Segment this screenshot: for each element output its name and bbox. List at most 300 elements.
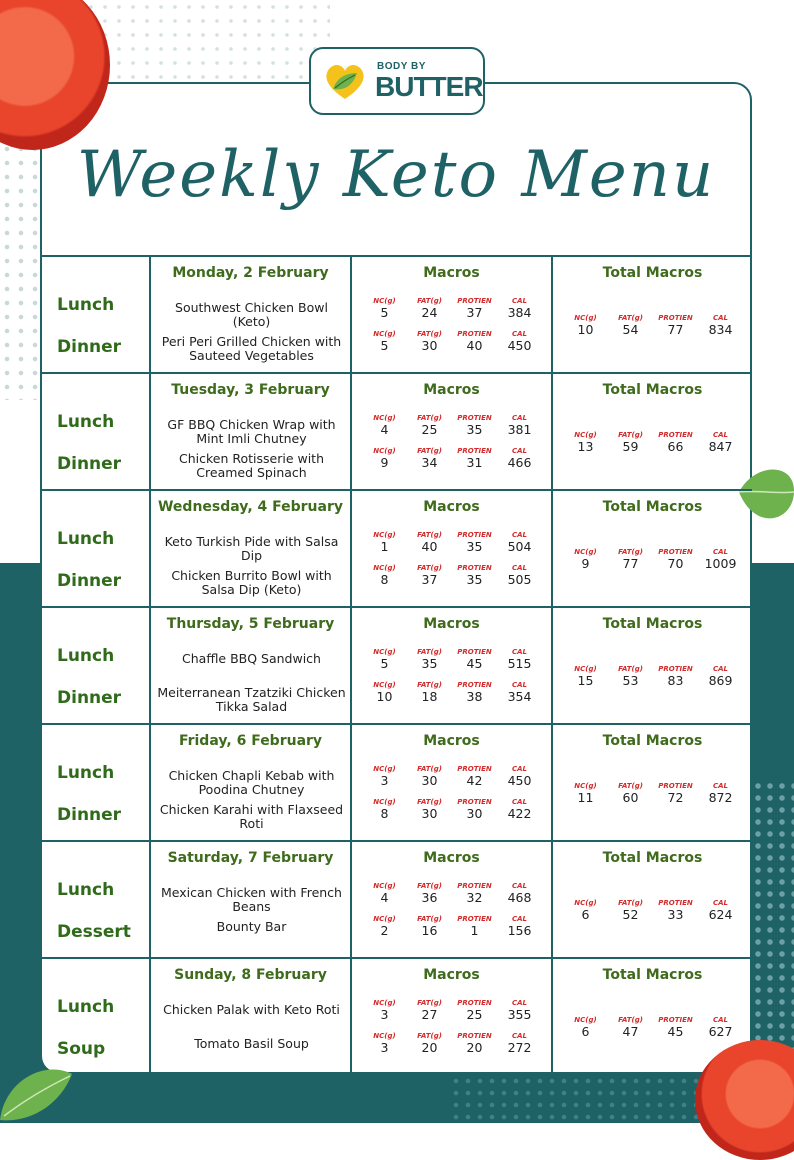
macro-label: NC(g) bbox=[373, 882, 396, 890]
meal-type-label: Dinner bbox=[57, 571, 122, 591]
macro-value: 20 bbox=[421, 1040, 438, 1055]
meal-type-label: Lunch bbox=[57, 763, 115, 783]
macro-item bbox=[362, 681, 407, 704]
macro-label: CAL bbox=[511, 648, 527, 656]
macro-item bbox=[407, 999, 452, 1022]
macro-item bbox=[563, 782, 608, 805]
dish-cell bbox=[151, 491, 352, 606]
macro-value: 59 bbox=[622, 439, 639, 454]
macro-item bbox=[497, 999, 542, 1022]
day-heading: Saturday, 7 February bbox=[167, 850, 334, 866]
macro-value: 4 bbox=[380, 422, 389, 437]
macro-value: 422 bbox=[507, 806, 532, 821]
macro-item bbox=[698, 314, 743, 337]
macro-label: FAT(g) bbox=[618, 782, 643, 790]
macro-value: 11 bbox=[577, 790, 594, 805]
macro-value: 156 bbox=[507, 923, 532, 938]
heart-leaf-icon bbox=[323, 59, 367, 103]
macro-value: 355 bbox=[507, 1007, 532, 1022]
macro-label: NC(g) bbox=[373, 681, 396, 689]
macro-values bbox=[362, 648, 542, 676]
macro-label: CAL bbox=[511, 330, 527, 338]
macro-values bbox=[362, 882, 542, 910]
macro-label: FAT(g) bbox=[417, 681, 442, 689]
macro-value: 77 bbox=[622, 556, 639, 571]
macro-item bbox=[608, 548, 653, 571]
macro-label: PROTIEN bbox=[658, 1016, 693, 1024]
macro-item bbox=[362, 297, 407, 320]
meal-type-label: Lunch bbox=[57, 880, 115, 900]
macro-label: PROTIEN bbox=[658, 899, 693, 907]
macro-values bbox=[362, 330, 542, 358]
macro-label: NC(g) bbox=[373, 531, 396, 539]
meal-type-label: Lunch bbox=[57, 295, 115, 315]
macro-value: 381 bbox=[507, 422, 532, 437]
day-row bbox=[40, 372, 752, 489]
macro-item bbox=[407, 798, 452, 821]
macro-values bbox=[563, 665, 743, 693]
macros-heading: Macros bbox=[423, 616, 480, 632]
macro-label: PROTIEN bbox=[457, 915, 492, 923]
macro-value: 872 bbox=[708, 790, 733, 805]
macro-label: NC(g) bbox=[574, 1016, 597, 1024]
macro-values bbox=[362, 681, 542, 709]
dish-cell bbox=[151, 725, 352, 840]
macro-item bbox=[362, 447, 407, 470]
macro-label: FAT(g) bbox=[417, 999, 442, 1007]
macro-label: NC(g) bbox=[373, 798, 396, 806]
macro-values bbox=[563, 1016, 743, 1044]
macro-label: CAL bbox=[511, 531, 527, 539]
macro-value: 9 bbox=[380, 455, 389, 470]
macro-label: PROTIEN bbox=[658, 314, 693, 322]
macro-values bbox=[563, 782, 743, 810]
macro-value: 505 bbox=[507, 572, 532, 587]
meal-type-cell bbox=[40, 257, 151, 372]
macro-value: 450 bbox=[507, 338, 532, 353]
macro-value: 466 bbox=[507, 455, 532, 470]
meal-type-label: Lunch bbox=[57, 646, 115, 666]
macro-value: 834 bbox=[708, 322, 733, 337]
macro-label: FAT(g) bbox=[618, 314, 643, 322]
macro-values bbox=[362, 999, 542, 1027]
macro-value: 35 bbox=[421, 656, 438, 671]
macro-label: CAL bbox=[511, 798, 527, 806]
macro-value: 36 bbox=[421, 890, 438, 905]
macro-value: 32 bbox=[466, 890, 483, 905]
macro-item bbox=[698, 431, 743, 454]
day-heading: Thursday, 5 February bbox=[166, 616, 335, 632]
macros-heading: Macros bbox=[423, 265, 480, 281]
dot-pattern bbox=[752, 780, 794, 1080]
macro-value: 25 bbox=[421, 422, 438, 437]
macro-label: FAT(g) bbox=[417, 765, 442, 773]
macro-value: 35 bbox=[466, 572, 483, 587]
macro-value: 515 bbox=[507, 656, 532, 671]
meal-type-label: Dinner bbox=[57, 337, 122, 357]
macro-label: NC(g) bbox=[373, 414, 396, 422]
macro-values bbox=[362, 915, 542, 943]
macro-item bbox=[452, 798, 497, 821]
macro-item bbox=[362, 531, 407, 554]
macro-value: 47 bbox=[622, 1024, 639, 1039]
brand-name-top: BODY BY bbox=[377, 61, 426, 72]
macro-value: 37 bbox=[421, 572, 438, 587]
macro-value: 10 bbox=[577, 322, 594, 337]
meal-type-label: Dinner bbox=[57, 688, 122, 708]
macro-label: NC(g) bbox=[574, 314, 597, 322]
meal-type-cell bbox=[40, 959, 151, 1074]
macro-item bbox=[407, 882, 452, 905]
macro-item bbox=[653, 899, 698, 922]
macro-item bbox=[653, 1016, 698, 1039]
total-macros-heading: Total Macros bbox=[602, 499, 703, 515]
macro-label: FAT(g) bbox=[618, 899, 643, 907]
meal-type-cell bbox=[40, 725, 151, 840]
macro-value: 869 bbox=[708, 673, 733, 688]
macro-label: CAL bbox=[511, 564, 527, 572]
macro-value: 31 bbox=[466, 455, 483, 470]
macro-item bbox=[497, 648, 542, 671]
macro-values bbox=[563, 314, 743, 342]
meal-type-label: Lunch bbox=[57, 997, 115, 1017]
macro-item bbox=[362, 798, 407, 821]
macro-item bbox=[497, 330, 542, 353]
macro-item bbox=[698, 548, 743, 571]
macro-label: CAL bbox=[511, 999, 527, 1007]
macro-label: CAL bbox=[712, 665, 728, 673]
total-macros-heading: Total Macros bbox=[602, 382, 703, 398]
macro-values bbox=[563, 548, 743, 576]
macro-value: 45 bbox=[466, 656, 483, 671]
macro-label: NC(g) bbox=[574, 782, 597, 790]
macro-item bbox=[497, 1032, 542, 1055]
dish-cell bbox=[151, 257, 352, 372]
macro-label: NC(g) bbox=[574, 548, 597, 556]
macro-values bbox=[362, 297, 542, 325]
macro-label: CAL bbox=[712, 314, 728, 322]
macro-item bbox=[653, 314, 698, 337]
macro-value: 354 bbox=[507, 689, 532, 704]
macro-label: FAT(g) bbox=[417, 915, 442, 923]
macro-value: 5 bbox=[380, 656, 389, 671]
day-row bbox=[40, 957, 752, 1074]
macro-label: NC(g) bbox=[373, 330, 396, 338]
macro-label: FAT(g) bbox=[618, 548, 643, 556]
macro-label: FAT(g) bbox=[618, 431, 643, 439]
macro-label: FAT(g) bbox=[417, 882, 442, 890]
macro-value: 60 bbox=[622, 790, 639, 805]
macro-label: CAL bbox=[511, 882, 527, 890]
macro-item bbox=[563, 665, 608, 688]
macro-item bbox=[362, 765, 407, 788]
macro-item bbox=[608, 431, 653, 454]
dish-name: Bounty Bar bbox=[216, 919, 287, 934]
macro-label: FAT(g) bbox=[618, 1016, 643, 1024]
macro-label: CAL bbox=[511, 681, 527, 689]
macro-value: 1009 bbox=[704, 556, 737, 571]
macro-item bbox=[698, 1016, 743, 1039]
macro-value: 20 bbox=[466, 1040, 483, 1055]
dish-name: Chicken Palak with Keto Roti bbox=[163, 1002, 340, 1017]
macro-value: 30 bbox=[466, 806, 483, 821]
total-macros-cell bbox=[553, 959, 752, 1074]
macro-value: 77 bbox=[667, 322, 684, 337]
macro-label: PROTIEN bbox=[457, 297, 492, 305]
macro-value: 1 bbox=[380, 539, 389, 554]
macro-item bbox=[407, 447, 452, 470]
macro-label: CAL bbox=[712, 899, 728, 907]
macro-value: 2 bbox=[380, 923, 389, 938]
macro-label: PROTIEN bbox=[457, 765, 492, 773]
macro-values bbox=[563, 899, 743, 927]
day-row bbox=[40, 606, 752, 723]
macro-item bbox=[497, 765, 542, 788]
dish-name: Keto Turkish Pide with Salsa Dip bbox=[164, 534, 339, 563]
macro-label: NC(g) bbox=[574, 665, 597, 673]
macro-item bbox=[362, 1032, 407, 1055]
dish-name: Southwest Chicken Bowl (Keto) bbox=[175, 300, 328, 329]
macro-value: 3 bbox=[380, 773, 389, 788]
macro-item bbox=[362, 882, 407, 905]
macro-item bbox=[563, 548, 608, 571]
macro-item bbox=[653, 665, 698, 688]
total-macros-cell bbox=[553, 608, 752, 723]
macro-item bbox=[407, 1032, 452, 1055]
total-macros-heading: Total Macros bbox=[602, 616, 703, 632]
macro-label: CAL bbox=[511, 1032, 527, 1040]
macro-value: 6 bbox=[581, 907, 590, 922]
total-macros-cell bbox=[553, 257, 752, 372]
macro-label: PROTIEN bbox=[457, 999, 492, 1007]
macro-label: CAL bbox=[511, 447, 527, 455]
macro-value: 272 bbox=[507, 1040, 532, 1055]
macro-value: 54 bbox=[622, 322, 639, 337]
macro-label: NC(g) bbox=[574, 431, 597, 439]
macro-item bbox=[452, 564, 497, 587]
macros-cell bbox=[352, 959, 553, 1074]
macro-item bbox=[608, 665, 653, 688]
macro-value: 450 bbox=[507, 773, 532, 788]
macro-value: 25 bbox=[466, 1007, 483, 1022]
macro-item bbox=[653, 548, 698, 571]
macro-label: NC(g) bbox=[373, 297, 396, 305]
macros-cell bbox=[352, 491, 553, 606]
macro-value: 27 bbox=[421, 1007, 438, 1022]
macro-item bbox=[407, 564, 452, 587]
macro-value: 13 bbox=[577, 439, 594, 454]
macro-item bbox=[452, 1032, 497, 1055]
macros-heading: Macros bbox=[423, 733, 480, 749]
macro-value: 35 bbox=[466, 539, 483, 554]
meal-type-label: Dinner bbox=[57, 454, 122, 474]
macro-value: 40 bbox=[466, 338, 483, 353]
dish-cell bbox=[151, 608, 352, 723]
macro-value: 8 bbox=[380, 806, 389, 821]
macro-value: 30 bbox=[421, 806, 438, 821]
macro-item bbox=[698, 782, 743, 805]
macro-label: FAT(g) bbox=[417, 447, 442, 455]
macro-label: PROTIEN bbox=[457, 414, 492, 422]
macro-value: 468 bbox=[507, 890, 532, 905]
macro-value: 72 bbox=[667, 790, 684, 805]
macro-label: NC(g) bbox=[373, 648, 396, 656]
macro-label: CAL bbox=[712, 782, 728, 790]
macro-value: 504 bbox=[507, 539, 532, 554]
macro-value: 70 bbox=[667, 556, 684, 571]
macro-value: 9 bbox=[581, 556, 590, 571]
macro-item bbox=[452, 765, 497, 788]
macro-item bbox=[452, 297, 497, 320]
macro-item bbox=[452, 648, 497, 671]
macro-value: 83 bbox=[667, 673, 684, 688]
macro-value: 42 bbox=[466, 773, 483, 788]
macro-values bbox=[362, 564, 542, 592]
macro-label: FAT(g) bbox=[417, 330, 442, 338]
macro-item bbox=[563, 899, 608, 922]
dish-name: Mexican Chicken with French Beans bbox=[161, 885, 342, 914]
meal-type-cell bbox=[40, 491, 151, 606]
macro-label: PROTIEN bbox=[457, 648, 492, 656]
macro-item bbox=[362, 564, 407, 587]
macro-item bbox=[563, 431, 608, 454]
macro-value: 45 bbox=[667, 1024, 684, 1039]
page-title: Weekly Keto Menu bbox=[76, 138, 716, 212]
macro-item bbox=[452, 447, 497, 470]
macro-label: PROTIEN bbox=[658, 548, 693, 556]
total-macros-heading: Total Macros bbox=[602, 733, 703, 749]
macro-label: PROTIEN bbox=[457, 681, 492, 689]
macro-item bbox=[497, 297, 542, 320]
macro-item bbox=[452, 681, 497, 704]
macro-item bbox=[362, 330, 407, 353]
macros-heading: Macros bbox=[423, 499, 480, 515]
macro-value: 53 bbox=[622, 673, 639, 688]
macro-item bbox=[407, 915, 452, 938]
macro-label: NC(g) bbox=[373, 765, 396, 773]
macro-item bbox=[698, 665, 743, 688]
meal-type-cell bbox=[40, 608, 151, 723]
macro-label: NC(g) bbox=[373, 915, 396, 923]
macro-value: 8 bbox=[380, 572, 389, 587]
macro-value: 5 bbox=[380, 338, 389, 353]
dish-name: Chicken Chapli Kebab with Poodina Chutney bbox=[168, 768, 335, 797]
macro-label: PROTIEN bbox=[457, 1032, 492, 1040]
macro-label: CAL bbox=[511, 297, 527, 305]
macro-item bbox=[407, 531, 452, 554]
macro-values bbox=[362, 531, 542, 559]
macro-label: FAT(g) bbox=[417, 531, 442, 539]
macro-label: PROTIEN bbox=[457, 798, 492, 806]
macros-heading: Macros bbox=[423, 967, 480, 983]
total-macros-heading: Total Macros bbox=[602, 850, 703, 866]
macro-item bbox=[452, 414, 497, 437]
macro-item bbox=[362, 999, 407, 1022]
macro-value: 40 bbox=[421, 539, 438, 554]
macro-label: CAL bbox=[712, 431, 728, 439]
dish-name: Chicken Rotisserie with Creamed Spinach bbox=[178, 451, 325, 480]
macro-value: 35 bbox=[466, 422, 483, 437]
macros-cell bbox=[352, 725, 553, 840]
macro-label: NC(g) bbox=[373, 447, 396, 455]
macros-cell bbox=[352, 842, 553, 957]
macro-value: 34 bbox=[421, 455, 438, 470]
macro-value: 66 bbox=[667, 439, 684, 454]
macro-item bbox=[653, 431, 698, 454]
total-macros-cell bbox=[553, 491, 752, 606]
dish-cell bbox=[151, 842, 352, 957]
macro-value: 624 bbox=[708, 907, 733, 922]
macro-item bbox=[497, 798, 542, 821]
macro-label: NC(g) bbox=[574, 899, 597, 907]
macro-item bbox=[407, 681, 452, 704]
day-heading: Friday, 6 February bbox=[178, 733, 323, 749]
total-macros-heading: Total Macros bbox=[602, 265, 703, 281]
macro-item bbox=[452, 531, 497, 554]
total-macros-cell bbox=[553, 842, 752, 957]
macro-value: 6 bbox=[581, 1024, 590, 1039]
day-row bbox=[40, 840, 752, 957]
macro-label: FAT(g) bbox=[417, 414, 442, 422]
dish-name: Chicken Karahi with Flaxseed Roti bbox=[159, 802, 344, 831]
macro-label: PROTIEN bbox=[457, 447, 492, 455]
macro-item bbox=[407, 297, 452, 320]
dish-name: Chaffle BBQ Sandwich bbox=[182, 651, 321, 666]
meal-type-cell bbox=[40, 842, 151, 957]
brand-logo bbox=[309, 47, 485, 115]
macro-label: NC(g) bbox=[373, 999, 396, 1007]
macro-value: 384 bbox=[507, 305, 532, 320]
macro-item bbox=[608, 1016, 653, 1039]
macro-item bbox=[563, 1016, 608, 1039]
macro-item bbox=[407, 414, 452, 437]
macro-label: PROTIEN bbox=[457, 882, 492, 890]
macro-value: 627 bbox=[708, 1024, 733, 1039]
total-macros-cell bbox=[553, 374, 752, 489]
macro-label: CAL bbox=[511, 915, 527, 923]
macro-label: FAT(g) bbox=[417, 297, 442, 305]
macro-item bbox=[563, 314, 608, 337]
macro-value: 10 bbox=[376, 689, 393, 704]
day-heading: Wednesday, 4 February bbox=[157, 499, 343, 515]
total-macros-heading: Total Macros bbox=[602, 967, 703, 983]
macro-item bbox=[362, 414, 407, 437]
macro-label: FAT(g) bbox=[417, 798, 442, 806]
macro-value: 33 bbox=[667, 907, 684, 922]
macro-value: 847 bbox=[708, 439, 733, 454]
macro-item bbox=[497, 681, 542, 704]
macro-values bbox=[362, 798, 542, 826]
macro-item bbox=[497, 882, 542, 905]
dish-name: GF BBQ Chicken Wrap with Mint Imli Chutney bbox=[167, 417, 336, 446]
macro-label: PROTIEN bbox=[457, 531, 492, 539]
dish-name: Tomato Basil Soup bbox=[194, 1036, 309, 1051]
day-heading: Monday, 2 February bbox=[172, 265, 329, 281]
macro-value: 3 bbox=[380, 1040, 389, 1055]
macro-label: PROTIEN bbox=[658, 665, 693, 673]
macro-value: 4 bbox=[380, 890, 389, 905]
macro-label: PROTIEN bbox=[457, 564, 492, 572]
meal-type-label: Lunch bbox=[57, 529, 115, 549]
macro-item bbox=[407, 648, 452, 671]
macro-item bbox=[362, 648, 407, 671]
macro-item bbox=[698, 899, 743, 922]
macros-cell bbox=[352, 257, 553, 372]
macro-label: CAL bbox=[511, 765, 527, 773]
macro-item bbox=[497, 564, 542, 587]
macro-label: CAL bbox=[712, 548, 728, 556]
macro-value: 24 bbox=[421, 305, 438, 320]
